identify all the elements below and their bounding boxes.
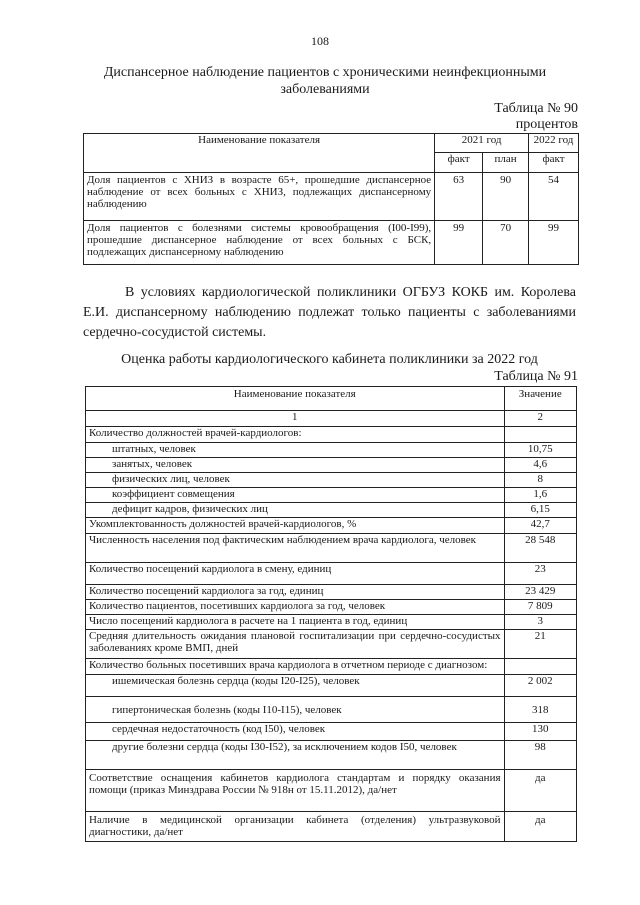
table91-row-value: 130 (504, 723, 576, 741)
table90-row1-fact2021: 63 (435, 173, 483, 221)
table-row (86, 585, 577, 600)
table91-row-name: Средняя длительность ожидания плановой госпитализации при сердечно-сосудистых заболеваниях кроме ВМП, дней (86, 630, 505, 659)
table-row (86, 427, 577, 443)
table-row (84, 221, 579, 265)
table91-row-name: Соответствие оснащения кабинетов кардиолога стандартам и порядку оказания помощи (приказ Минздрава России № 918н от 15.11.2012), да/нет (86, 770, 505, 812)
table-row (86, 630, 577, 659)
table91-row-name: Численность населения под фактическим наблюдением врача кардиолога, человек (86, 534, 505, 563)
table91-row-value: да (504, 770, 576, 812)
table90-label: Таблица № 90 (494, 101, 578, 116)
table91-row-name: ишемическая болезнь сердца (коды I20-I25), человек (86, 675, 505, 697)
table90-row2-fact2022: 99 (529, 221, 579, 265)
table91-row-value: 10,75 (504, 443, 576, 458)
page-number: 108 (311, 34, 329, 48)
table91-row-name: сердечная недостаточность (код I50), человек (86, 723, 505, 741)
table91-row-name: физических лиц, человек (86, 473, 505, 488)
table91-row-value: 42,7 (504, 518, 576, 534)
table91-row-value: 23 (504, 563, 576, 585)
table91-row-value: 28 548 (504, 534, 576, 563)
table-row (84, 173, 579, 221)
table91-row-value: 21 (504, 630, 576, 659)
table-row (86, 563, 577, 585)
table-row (86, 534, 577, 563)
table91-row-name: Укомплектованность должностей врачей-кардиологов, % (86, 518, 505, 534)
table91-row-value: 6,15 (504, 503, 576, 518)
table91-row-value: 318 (504, 697, 576, 723)
table-row (86, 488, 577, 503)
table91-row-value: 4,6 (504, 458, 576, 473)
table-row (86, 675, 577, 697)
table-90 (83, 133, 579, 265)
table91-row-name: Количество посещений кардиолога за год, единиц (86, 585, 505, 600)
table-row (86, 458, 577, 473)
table91-label: Таблица № 91 (494, 369, 578, 384)
table90-header-indicator: Наименование показателя (84, 134, 435, 173)
table-row (86, 741, 577, 770)
table91-colnum-2: 2 (504, 411, 576, 427)
table91-row-name: другие болезни сердца (коды I30-I52), за исключением кодов I50, человек (86, 741, 505, 770)
table91-row-name: Количество больных посетивших врача кардиолога в отчетном периоде с диагнозом: (86, 659, 505, 675)
table91-row-name: дефицит кадров, физических лиц (86, 503, 505, 518)
table-row (86, 473, 577, 488)
table90-row2-plan2021: 70 (483, 221, 529, 265)
table-row (86, 697, 577, 723)
table91-row-name: Наличие в медицинской организации кабинета (отделения) ультразвуковой диагностики, да/нет (86, 812, 505, 842)
table91-row-name: Количество посещений кардиолога в смену, единиц (86, 563, 505, 585)
table91-row-value: 23 429 (504, 585, 576, 600)
table90-row1-plan2021: 90 (483, 173, 529, 221)
table91-row-name: Количество должностей врачей-кардиологов: (86, 427, 505, 443)
table91-row-name: коэффициент совмещения (86, 488, 505, 503)
table-row (86, 723, 577, 741)
table-row (86, 518, 577, 534)
table90-row1-name: Доля пациентов с ХНИЗ в возрасте 65+, прошедшие диспансерное наблюдение от всех больных с ХНИЗ, подлежащих диспансерному наблюдению (84, 173, 435, 221)
table91-row-value: 7 809 (504, 600, 576, 615)
table-row (86, 812, 577, 842)
table91-row-value: 2 002 (504, 675, 576, 697)
table91-row-value: 1,6 (504, 488, 576, 503)
section2-title: Оценка работы кардиологического кабинета поликлиники за 2022 год (121, 352, 538, 367)
table91-row-name: штатных, человек (86, 443, 505, 458)
table91-row-value (504, 659, 576, 675)
section1-title: Диспансерное наблюдение пациентов с хроническими неинфекционными заболеваниями (103, 65, 547, 97)
table91-colnum-1: 1 (86, 411, 505, 427)
table91-row-value: 98 (504, 741, 576, 770)
body-paragraph: В условиях кардиологической поликлиники ОГБУЗ КОКБ им. Королева Е.И. диспансерному наблюдению подлежат только пациенты с заболеваниями сердечно-сосудистой системы. (83, 285, 576, 340)
table91-row-value: 3 (504, 615, 576, 630)
table91-row-value: 8 (504, 473, 576, 488)
table-row (86, 659, 577, 675)
table90-header-2021: 2021 год (435, 134, 529, 153)
table90-row1-fact2022: 54 (529, 173, 579, 221)
table91-header-indicator: Наименование показателя (86, 387, 505, 411)
table91-row-name: Количество пациентов, посетивших кардиолога за год, человек (86, 600, 505, 615)
table90-row2-name: Доля пациентов с болезнями системы кровообращения (I00-I99), прошедшие диспансерное наблюдение от всех больных с БСК, подлежащих диспансерному наблюдению (84, 221, 435, 265)
table-row (86, 770, 577, 812)
table90-unit: процентов (515, 117, 578, 132)
table91-row-name: Число посещений кардиолога в расчете на 1 пациента в год, единиц (86, 615, 505, 630)
table-row (86, 503, 577, 518)
table91-row-value: да (504, 812, 576, 842)
table-91 (85, 386, 577, 842)
table90-header-fact-2022: факт (529, 153, 579, 173)
table-row (86, 600, 577, 615)
table-row (86, 615, 577, 630)
table91-row-value (504, 427, 576, 443)
table91-row-name: занятых, человек (86, 458, 505, 473)
table-row (86, 443, 577, 458)
table90-row2-fact2021: 99 (435, 221, 483, 265)
table90-header-fact-2021: факт (435, 153, 483, 173)
table91-row-name: гипертоническая болезнь (коды I10-I15), человек (86, 697, 505, 723)
table90-header-plan-2021: план (483, 153, 529, 173)
table90-header-2022: 2022 год (529, 134, 579, 153)
table91-header-value: Значение (504, 387, 576, 411)
